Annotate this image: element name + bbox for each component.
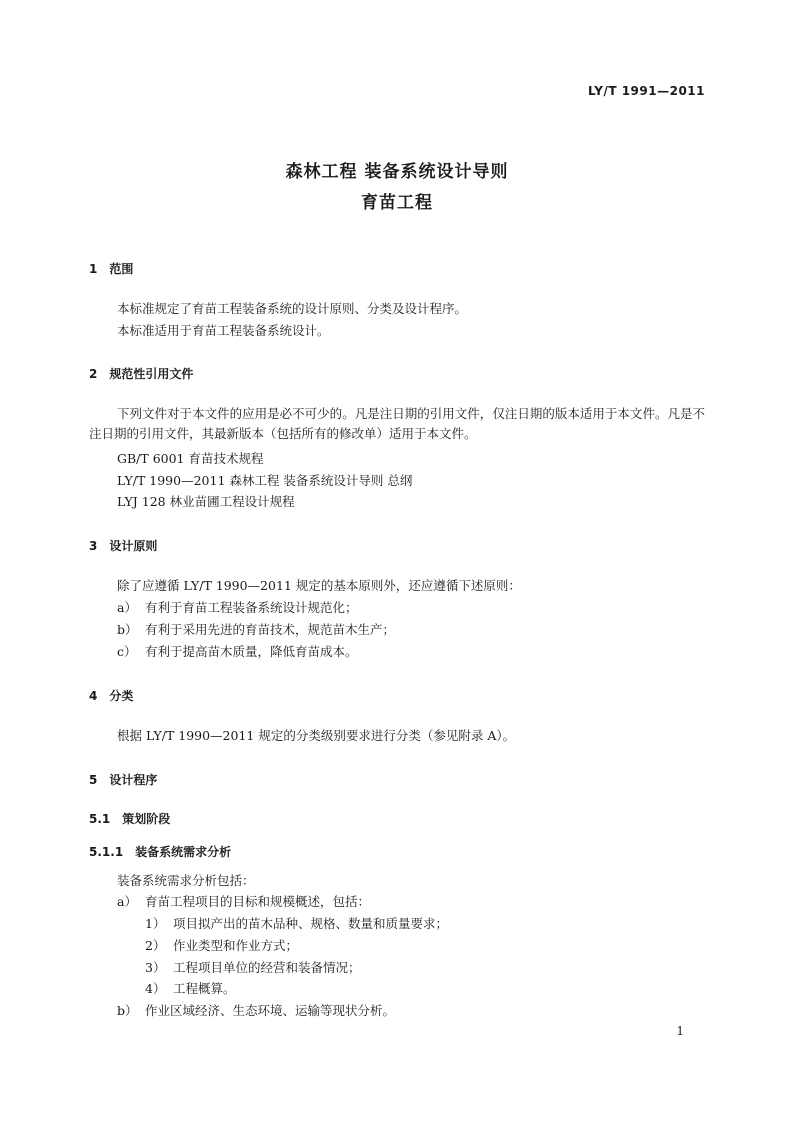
paragraph: 下列文件对于本文件的应用是必不可少的。凡是注日期的引用文件，仅注日期的版本适用于本文件。凡是不注日期的引用文件，其最新版本（包括所有的修改单）适用于本文件。 xyxy=(89,406,705,441)
list-label: a） xyxy=(117,600,137,615)
paragraph: 根据 LY/T 1990—2011 规定的分类级别要求进行分类（参见附录 A）。 xyxy=(117,728,516,743)
paragraph: 本标准规定了育苗工程装备系统的设计原则、分类及设计程序。 xyxy=(117,301,468,316)
list-label: 2） xyxy=(145,938,166,953)
section-title: 设计程序 xyxy=(109,773,158,787)
standard-code: LY/T 1991—2011 xyxy=(587,84,705,98)
section-title: 范围 xyxy=(109,262,134,276)
list-item xyxy=(117,642,358,662)
doc-subtitle: 育苗工程 xyxy=(361,193,433,213)
section-4-heading xyxy=(89,687,133,704)
list-item xyxy=(117,1001,395,1021)
section-5-heading xyxy=(89,771,157,788)
list-item xyxy=(117,892,370,912)
reference-item: LY/T 1990—2011 森林工程 装备系统设计导则 总纲 xyxy=(117,473,413,488)
list-text: 有利于采用先进的育苗技术，规范苗木生产； xyxy=(145,622,396,637)
sub-list-item xyxy=(145,979,236,999)
section-1-heading xyxy=(89,260,133,277)
list-label: a） xyxy=(117,894,137,909)
section-5-1-1-heading xyxy=(89,843,231,860)
section-number: 5.1 xyxy=(89,812,111,826)
list-text: 项目拟产出的苗木品种、规格、数量和质量要求； xyxy=(173,916,449,931)
section-number: 4 xyxy=(89,689,98,703)
section-3-heading xyxy=(89,537,157,554)
paragraph: 本标准适用于育苗工程装备系统设计。 xyxy=(117,323,330,338)
list-label: 1） xyxy=(145,916,166,931)
section-2-heading xyxy=(89,365,193,382)
list-text: 作业类型和作业方式； xyxy=(173,938,299,953)
page-number: 1 xyxy=(676,1024,684,1038)
section-title: 策划阶段 xyxy=(122,812,171,826)
paragraph: 除了应遵循 LY/T 1990—2011 规定的基本原则外，还应遵循下述原则： xyxy=(117,578,521,593)
reference-item: GB/T 6001 育苗技术规程 xyxy=(117,451,264,466)
list-text: 有利于提高苗木质量，降低育苗成本。 xyxy=(145,644,358,659)
section-title: 装备系统需求分析 xyxy=(135,845,232,859)
list-text: 作业区域经济、生态环境、运输等现状分析。 xyxy=(145,1003,396,1018)
list-text: 有利于育苗工程装备系统设计规范化； xyxy=(145,600,358,615)
doc-title: 森林工程 装备系统设计导则 xyxy=(285,162,509,182)
list-item xyxy=(117,598,358,618)
sub-list-item xyxy=(145,958,361,978)
section-title: 规范性引用文件 xyxy=(109,367,194,381)
reference-item: LYJ 128 林业苗圃工程设计规程 xyxy=(117,494,295,509)
list-text: 工程项目单位的经营和装备情况； xyxy=(173,960,361,975)
list-label: c） xyxy=(117,644,137,659)
paragraph: 装备系统需求分析包括： xyxy=(117,873,255,888)
section-number: 1 xyxy=(89,262,98,276)
section-number: 5 xyxy=(89,773,98,787)
list-label: b） xyxy=(117,1003,138,1018)
list-text: 育苗工程项目的目标和规模概述，包括： xyxy=(145,894,371,909)
list-text: 工程概算。 xyxy=(173,981,236,996)
list-label: 4） xyxy=(145,981,166,996)
section-title: 设计原则 xyxy=(109,539,158,553)
sub-list-item xyxy=(145,936,298,956)
sub-list-item xyxy=(145,914,448,934)
list-label: b） xyxy=(117,622,138,637)
section-number: 3 xyxy=(89,539,98,553)
section-5-1-heading xyxy=(89,810,170,827)
list-item xyxy=(117,620,395,640)
section-number: 2 xyxy=(89,367,98,381)
list-label: 3） xyxy=(145,960,166,975)
section-number: 5.1.1 xyxy=(89,845,124,859)
section-title: 分类 xyxy=(109,689,134,703)
